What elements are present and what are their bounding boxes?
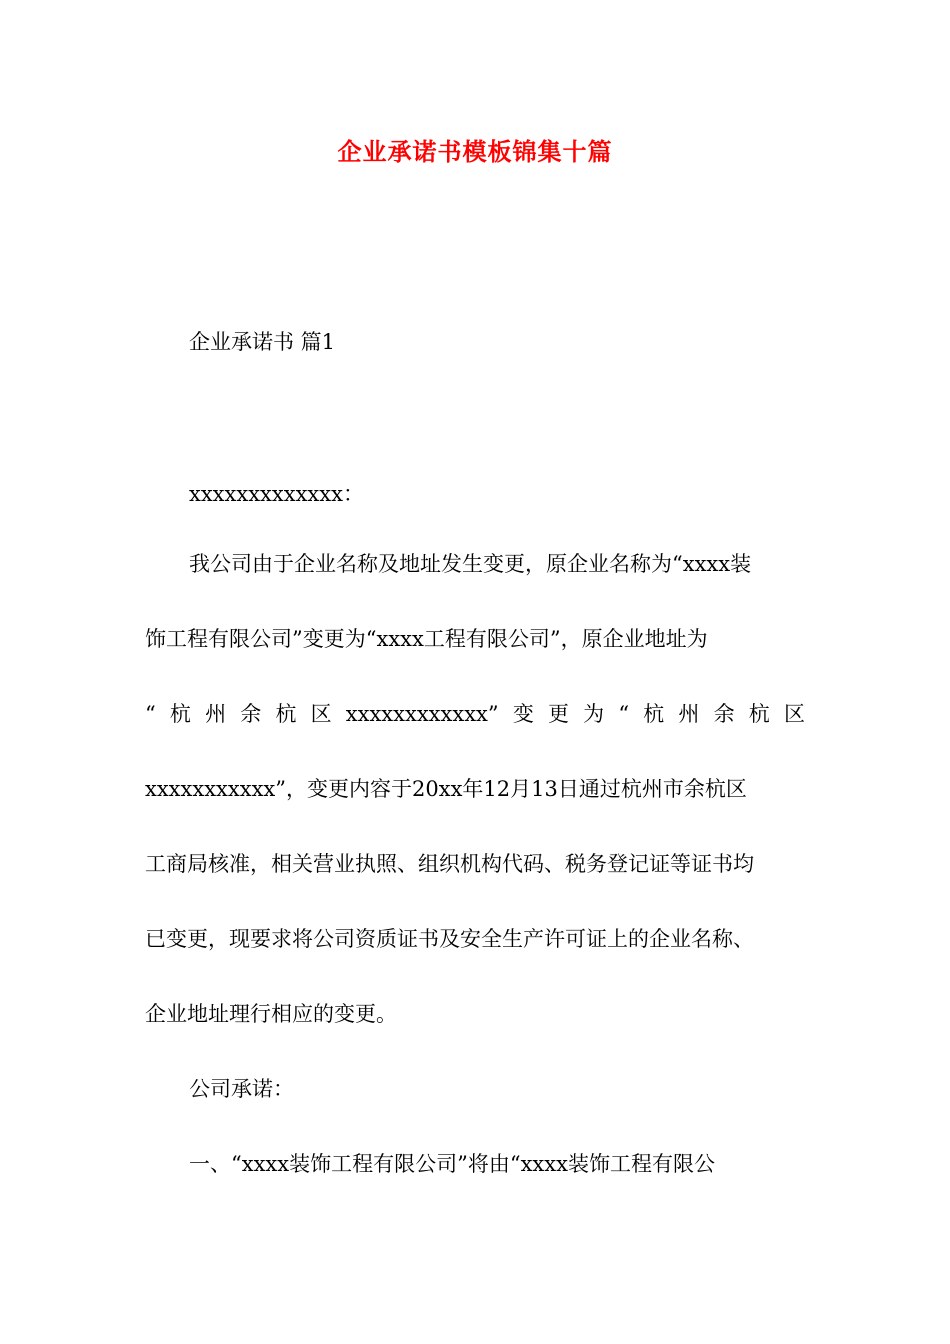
section-heading: 企业承诺书 篇1 bbox=[189, 330, 336, 354]
justified-token: 杭 bbox=[275, 702, 297, 726]
commitment-heading: 公司承诺： bbox=[189, 1077, 294, 1101]
justified-token: 州 bbox=[678, 702, 700, 726]
justified-token: 州 bbox=[205, 702, 227, 726]
paragraph-line: xxxxxxxxxxx”，变更内容于20xx年12月13日通过杭州市余杭区 bbox=[145, 777, 747, 801]
justified-token: 余 bbox=[240, 702, 262, 726]
justified-token: 变 bbox=[512, 702, 534, 726]
paragraph-line-justified bbox=[145, 698, 805, 730]
paragraph-line: 我公司由于企业名称及地址发生变更，原企业名称为“xxxx装 bbox=[189, 552, 752, 576]
justified-token: 杭 bbox=[643, 702, 665, 726]
justified-token: “ bbox=[145, 702, 156, 726]
paragraph-line: 工商局核准，相关营业执照、组织机构代码、税务登记证等证书均 bbox=[145, 852, 754, 876]
justified-token: 为 bbox=[583, 702, 605, 726]
paragraph-line: 已变更，现要求将公司资质证书及安全生产许可证上的企业名称、 bbox=[145, 927, 754, 951]
justified-token: 杭 bbox=[748, 702, 770, 726]
justified-token: 余 bbox=[713, 702, 735, 726]
justified-token: “ bbox=[618, 702, 630, 726]
justified-token: xxxxxxxxxxxx” bbox=[345, 702, 499, 726]
justified-token: 区 bbox=[783, 702, 805, 726]
paragraph-line: 饰工程有限公司”变更为“xxxx工程有限公司”，原企业地址为 bbox=[145, 627, 708, 651]
salutation: xxxxxxxxxxxxx： bbox=[189, 482, 364, 506]
paragraph-line: 企业地址理行相应的变更。 bbox=[145, 1002, 397, 1026]
document-title: 企业承诺书模板锦集十篇 bbox=[337, 137, 613, 166]
justified-token: 杭 bbox=[169, 702, 191, 726]
commitment-item-line: 一、“xxxx装饰工程有限公司”将由“xxxx装饰工程有限公 bbox=[189, 1152, 715, 1176]
justified-token: 更 bbox=[547, 702, 569, 726]
justified-token: 区 bbox=[310, 702, 332, 726]
